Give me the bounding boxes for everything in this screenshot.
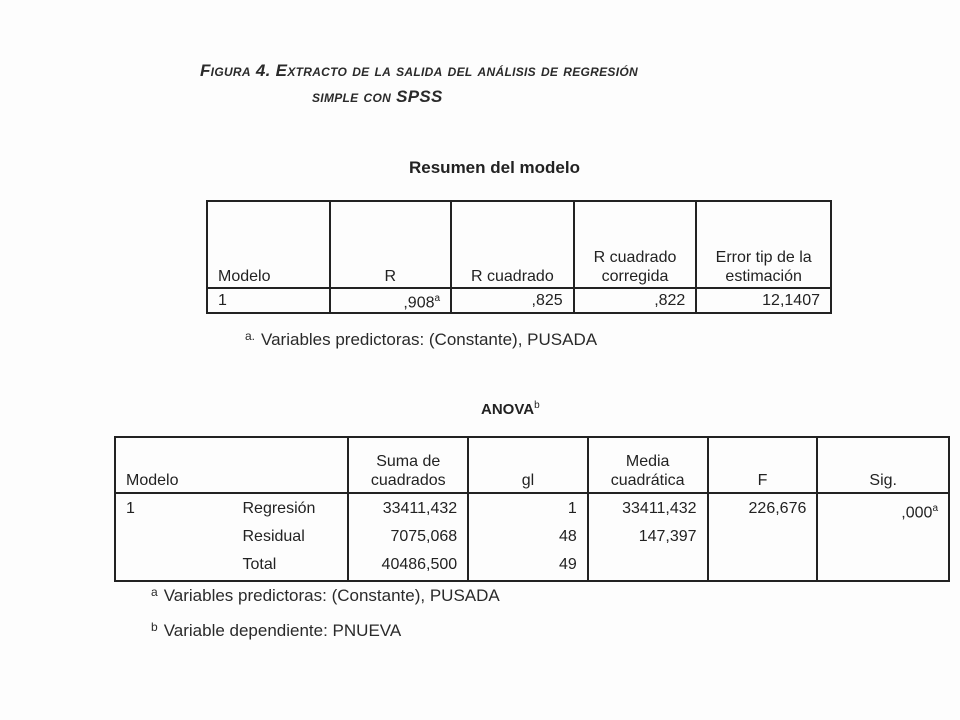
header-media-cuadratica: Media cuadrática: [588, 437, 708, 493]
footnote-text: Variables predictoras: (Constante), PUSADA: [261, 330, 598, 349]
modelo-number: 1: [126, 500, 135, 517]
cell-r-cuadrado: ,825: [451, 288, 574, 313]
footnote-text: Variables predictoras: (Constante), PUSADA: [163, 586, 500, 605]
header-f: F: [708, 437, 818, 493]
figure-title: [200, 58, 920, 110]
r-footnote-mark: a: [434, 293, 441, 304]
sig-footnote-mark: a: [932, 503, 938, 514]
cell-error-tip: 12,1407: [696, 288, 831, 313]
header-sig: Sig.: [817, 437, 949, 493]
model-summary-table: [206, 200, 832, 314]
cell-gl: [468, 493, 588, 581]
footnote-text: Variable dependiente: PNUEVA: [163, 621, 402, 640]
r-value: ,908: [403, 294, 435, 312]
ss-regresion: 33411,432: [382, 500, 458, 517]
header-r: R: [330, 201, 451, 288]
model-summary-footnote: [245, 329, 597, 350]
f-residual: [713, 524, 807, 552]
cell-modelo: 1: [207, 288, 330, 313]
gl-residual: 48: [558, 528, 577, 545]
cell-media-cuadratica: [588, 493, 708, 581]
cell-modelo: [115, 493, 233, 581]
sig-residual: [822, 524, 938, 552]
f-regresion: 226,676: [748, 500, 807, 517]
sig-total: [822, 552, 938, 580]
cell-sig: [817, 493, 949, 581]
table-row: [115, 493, 949, 581]
header-r-cuadrado: R cuadrado: [451, 201, 574, 288]
header-suma-de-cuadrados: Suma de cuadrados: [348, 437, 468, 493]
figure-title-line-1: Figura 4. Extracto de la salida del análisis de regresión: [200, 61, 638, 80]
table-header-row: [207, 201, 831, 288]
footnote-mark: a.: [245, 329, 256, 343]
gl-total: 49: [558, 556, 577, 573]
anova-title-text: ANOVA: [481, 401, 535, 418]
header-error-tip: Error tip de la estimación: [696, 201, 831, 288]
gl-regresion: 1: [567, 500, 577, 517]
ms-regresion: 33411,432: [622, 500, 697, 517]
cell-source-labels: [233, 493, 349, 581]
table-header-row: [115, 437, 949, 493]
anova-title-mark: b: [534, 400, 540, 411]
anova-footnote-a: [151, 585, 500, 606]
header-modelo: Modelo: [115, 437, 348, 493]
row-label-residual: Residual: [242, 528, 305, 545]
header-modelo: Modelo: [207, 201, 330, 288]
row-label-total: Total: [242, 556, 277, 573]
header-gl: gl: [468, 437, 588, 493]
model-summary-title: Resumen del modelo: [409, 158, 580, 177]
cell-suma-de-cuadrados: [348, 493, 468, 581]
anova-title: [481, 400, 540, 418]
anova-table: [114, 436, 950, 582]
cell-r-cuadrado-corregida: ,822: [574, 288, 697, 313]
cell-f: [708, 493, 818, 581]
row-label-regresion: Regresión: [242, 500, 316, 517]
footnote-mark: a: [151, 585, 158, 599]
ms-residual: 147,397: [638, 528, 697, 545]
ms-total: [593, 552, 697, 580]
sig-regresion: [822, 496, 938, 524]
ss-total: 40486,500: [381, 556, 458, 573]
figure-title-line-2: simple con SPSS: [312, 87, 443, 106]
sig-value: ,000: [901, 504, 933, 522]
anova-footnote-b: [151, 620, 401, 641]
cell-r: [330, 288, 451, 313]
f-total: [713, 552, 807, 580]
footnote-mark: b: [151, 620, 158, 634]
ss-residual: 7075,068: [390, 528, 458, 545]
table-row: [207, 288, 831, 313]
header-r-cuadrado-corregida: R cuadrado corregida: [574, 201, 697, 288]
